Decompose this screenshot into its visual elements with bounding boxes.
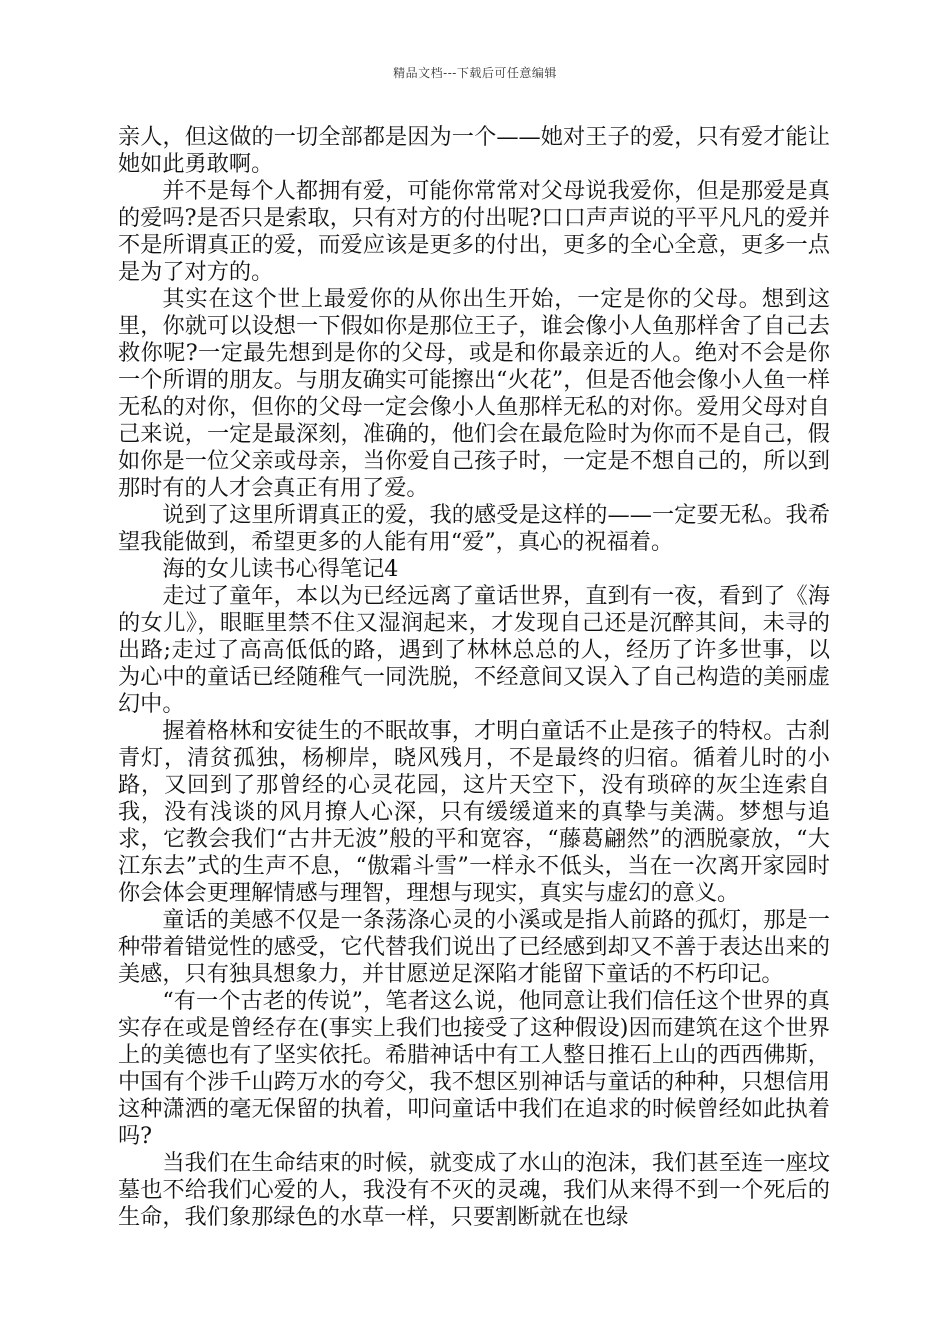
paragraph: 说到了这里所谓真正的爱，我的感受是这样的——一定要无私。我希望我能做到，希望更多的人能有用“爱”，真心的祝福着。 [118,502,830,555]
section-heading: 海的女儿读书心得笔记4 [162,556,399,582]
paragraph: “有一个古老的传说”，笔者这么说，他同意让我们信任这个世界的真实存在或是曾经存在(事实上我们也接受了这种假设)因而建筑在这个世界上的美德也有了坚实依托。希腊神话中有工人整日推石上山的西西佛斯，中国有个涉千山跨万水的夸父，我不想区别神话与童话的种种，只想信用这种潇洒的毫无保留的执着，叩问童话中我们在追求的时候曾经如此执着吗? [118,988,830,1149]
page-header: 精品文档---下载后可任意编辑 [393,66,557,80]
paragraph: 当我们在生命结束的时候，就变成了水山的泡沫，我们甚至连一座坟墓也不给我们心爱的人，我没有不灭的灵魂，我们从来得不到一个死后的生命，我们象那绿色的水草一样，只要割断就在也绿 [118,1150,830,1230]
paragraph: 握着格林和安徒生的不眠故事，才明白童话不止是孩子的特权。古刹青灯，清贫孤独，杨柳岸，晓风残月，不是最终的归宿。循着儿时的小路，又回到了那曾经的心灵花园，这片天空下，没有琐碎的灰尘连索自我，没有浅谈的风月撩人心深，只有缓缓道来的真挚与美满。梦想与追求，它教会我们“古井无波”般的平和宽容，“藤葛翩然”的洒脱豪放，“大江东去”式的生声不息，“傲霜斗雪”一样永不低头，当在一次离开家园时你会体会更理解情感与理智，理想与现实，真实与虚幻的意义。 [118,718,830,906]
body-text [118,124,830,1231]
paragraph: 亲人，但这做的一切全部都是因为一个——她对王子的爱，只有爱才能让她如此勇敢啊。 [118,124,830,177]
paragraph: 走过了童年，本以为已经远离了童话世界，直到有一夜，看到了《海的女儿》，眼眶里禁不住又湿润起来，才发现自己还是沉醉其间，未寻的出路;走过了高高低低的路，遇到了林林总总的人，经历了许多世事，以为心中的童话已经随稚气一同洗脱，不经意间又误入了自己构造的美丽虚幻中。 [118,583,830,717]
paragraph: 童话的美感不仅是一条荡涤心灵的小溪或是指人前路的孤灯，那是一种带着错觉性的感受，它代替我们说出了已经感到却又不善于表达出来的美感，只有独具想象力，并甘愿逆足深陷才能留下童话的不朽印记。 [118,907,830,987]
paragraph: 其实在这个世上最爱你的从你出生开始，一定是你的父母。想到这里，你就可以设想一下假如你是那位王子，谁会像小人鱼那样舍了自己去救你呢?一定最先想到是你的父母，或是和你最亲近的人。绝对不会是你一个所谓的朋友。与朋友确实可能擦出“火花”，但是否他会像小人鱼一样无私的对你，但你的父母一定会像小人鱼那样无私的对你。爱用父母对自己来说，一定是最深刻，准确的，他们会在最危险时为你而不是自己，假如你是一位父亲或母亲，当你爱自己孩子时，一定是不想自己的，所以到那时有的人才会真正有用了爱。 [118,286,830,501]
paragraph: 并不是每个人都拥有爱，可能你常常对父母说我爱你，但是那爱是真的爱吗?是否只是索取，只有对方的付出呢?口口声声说的平平凡凡的爱并不是所谓真正的爱，而爱应该是更多的付出，更多的全心全意，更多一点是为了对方的。 [118,178,830,285]
